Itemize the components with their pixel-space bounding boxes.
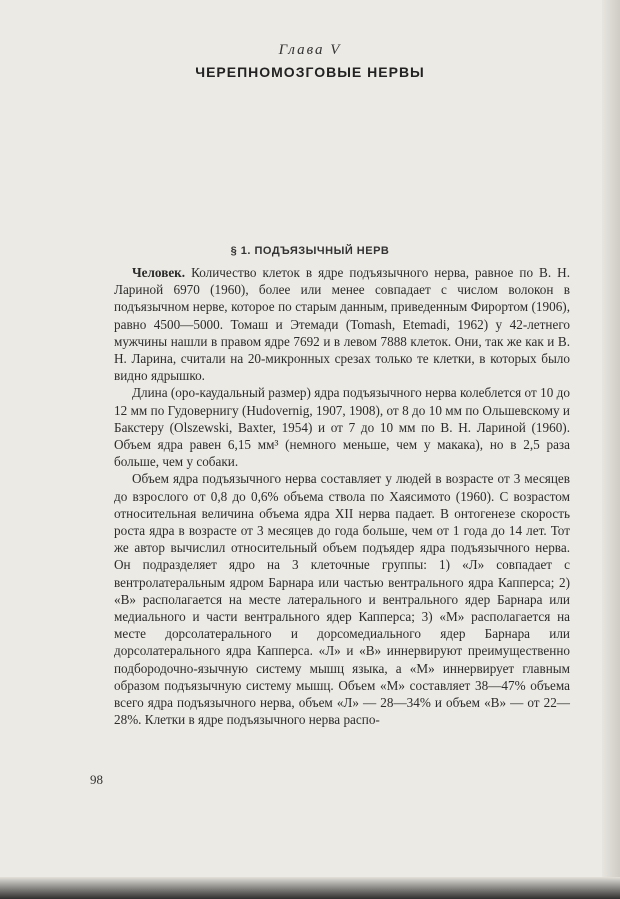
scan-edge-right <box>602 0 620 899</box>
chapter-title: ЧЕРЕПНОМОЗГОВЫЕ НЕРВЫ <box>195 64 425 80</box>
paragraph-2 <box>114 384 570 470</box>
paragraph-text: Объем ядра подъязычного нерва составляет у людей в возрасте от 3 месяцев до взрослого от 0,8 до 0,6% объема ствола по Хаясимото (1960). С возрастом относительная величина объема ядра XII нерва падает. В онтогенезе скорость роста ядра в возрасте от 3 месяцев до года больше, чем от 1 года до 14 лет. Тот же автор вычислил относительный объем подъядер ядра подъязычного нерва. Он подразделяет ядро на 3 клеточные группы: 1) «Л» совпадает с вентролатеральным ядром Барнара или частью вентрального ядра Капперса; 2) «В» располагается на месте латерального и вентрального ядер Барнара или медиального и части вентрального ядер Капперса; 3) «М» располагается на месте дорсолатерального и дорсомедиального ядер Барнара или дорсолатерального ядра Капперса. «Л» и «В» иннервируют преимущественно подбородочно-язычную систему мышц языка, а «М» иннервирует главным образом подъязычную систему мышц. Объем «М» составляет 38—47% объема всего ядра подъязычного нерва, объем «Л» — 28—34% и объем «В» — от 22—28%. Клетки в ядре подъязычного нерва распо- <box>114 471 570 728</box>
body-text <box>114 264 570 728</box>
paragraph-text: Количество клеток в ядре подъязычного нерва, равное по В. Н. Лариной 6970 (1960), более или менее совпадает с числом волокон в подъязычном нерве, которое по старым данным, приведенным Фирортом (1906), равно 4500—5000. Томаш и Этемади (Tomash, Etemadi, 1962) у 42-летнего мужчины нашли в правом ядре 7692 и в левом 7888 клеток. Они, так же как и В. Н. Ларина, считали на 20-микронных срезах только те клетки, в которых было видно ядрышко. <box>114 265 570 384</box>
paragraph-lead: Человек. <box>132 265 186 280</box>
page-number: 98 <box>90 772 103 787</box>
paragraph-text: Длина (оро-каудальный размер) ядра подъязычного нерва колеблется от 10 до 12 мм по Гудовернигу (Hudovernig, 1907, 1908), от 8 до 10 мм по Ольшевскому и Бакстеру (Olszewski, Baxter, 1954) и от 7 до 10 мм по В. Н. Лариной (1960). Объем ядра равен 6,15 мм³ (немного меньше, чем у макака), но в 2,5 раза больше, чем у собаки. <box>114 385 570 470</box>
paragraph-3 <box>114 470 570 728</box>
chapter-label: Глава V <box>278 42 342 58</box>
section-title: § 1. ПОДЪЯЗЫЧНЫЙ НЕРВ <box>230 245 390 257</box>
paragraph-1 <box>114 264 570 384</box>
scan-edge-bottom <box>0 877 620 899</box>
